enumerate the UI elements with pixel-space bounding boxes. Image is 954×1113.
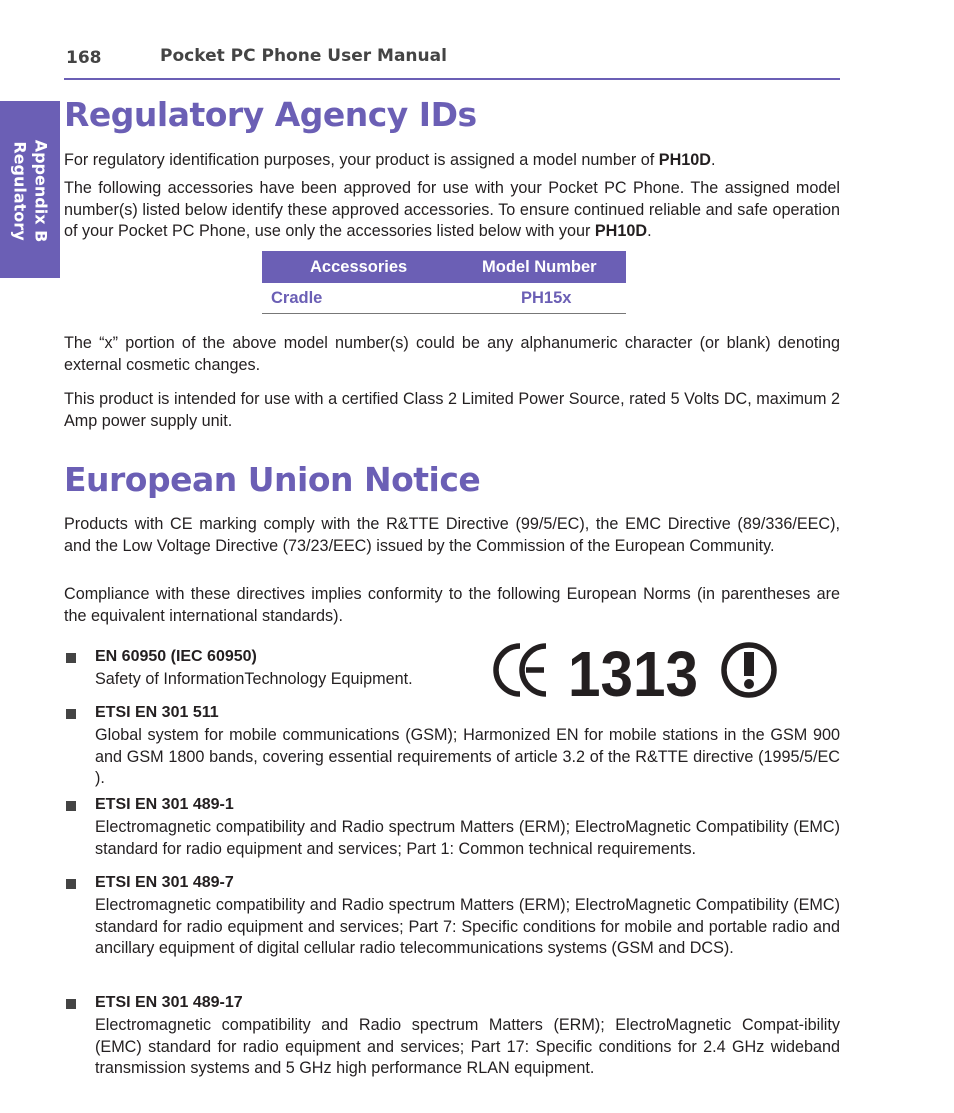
para1-suffix: . (710, 151, 716, 169)
side-tab-line1: Appendix B (31, 139, 51, 243)
page-header (64, 44, 840, 78)
standard-title: ETSI EN 301 489-17 (95, 994, 243, 1011)
table-cell-accessory: Cradle (262, 283, 482, 314)
table-header-row (262, 251, 626, 283)
standard-description: Global system for mobile communications (GSM); Harmonized EN for mobile stations in the GSM 900 and GSM 1800 bands, covering essential requirements of article 3.2 of the R&TTE directive (1995/5/EC ). (95, 726, 840, 787)
para2-model: PH10D (594, 222, 648, 240)
para2-text: The following accessories have been approved for use with your Pocket PC Phone. The assigned model number(s) listed below identify these approved accessories. To ensure continued reliable and safe operation of your Pocket PC Phone, use only the accessories listed below with your (64, 179, 840, 240)
page-number: 168 (66, 48, 102, 68)
regulatory-para-4: This product is intended for use with a certified Class 2 Limited Power Source, rated 5 Volts DC, maximum 2 Amp power supply unit. (64, 390, 840, 430)
section-title-eu-notice: European Union Notice (64, 460, 481, 499)
ce-notified-body-number: 1313 (568, 638, 698, 702)
accessories-table (262, 251, 626, 314)
side-tab-label (1, 103, 61, 280)
regulatory-para-3: The “x” portion of the above model number(s) could be any alphanumeric character (or blank) denoting external cosmetic changes. (64, 334, 840, 374)
manual-title: Pocket PC Phone User Manual (160, 46, 447, 66)
standard-title: ETSI EN 301 511 (95, 704, 219, 721)
standard-description: Safety of InformationTechnology Equipment. (95, 670, 413, 688)
standard-title: ETSI EN 301 489-1 (95, 796, 234, 813)
square-bullet-icon (66, 999, 76, 1009)
square-bullet-icon (66, 801, 76, 811)
regulatory-para-1 (64, 150, 840, 172)
column-header-model-number: Model Number (482, 251, 626, 283)
eu-para-2: Compliance with these directives implies conformity to the following European Norms (in parentheses are the equivalent international standards). (64, 585, 840, 625)
para2-suffix: . (647, 222, 652, 240)
standard-description: Electromagnetic compatibility and Radio spectrum Matters (ERM); ElectroMagnetic Compatibility (EMC) standard for radio equipment and services; Part 7: Specific conditions for mobile and portable radio and ancillary equipment of digital cellular radio telecommunications systems (GSM and DCS). (95, 896, 840, 957)
standard-description: Electromagnetic compatibility and Radio spectrum Matters (ERM); ElectroMagnetic Compatibility (EMC) standard for radio equipment and services; Part 1: Common technical requirements. (95, 818, 840, 858)
standard-title: EN 60950 (IEC 60950) (95, 648, 257, 665)
square-bullet-icon (66, 879, 76, 889)
regulatory-para-2 (64, 178, 840, 243)
square-bullet-icon (66, 709, 76, 719)
side-tab-line2: Regulatory (10, 141, 30, 241)
para1-model: PH10D (658, 151, 711, 169)
standard-description: Electromagnetic compatibility and Radio spectrum Matters (ERM); ElectroMagnetic Compat-ibility (EMC) standard for radio equipment and services; Part 17: Specific conditions for 2.4 GHz wideband transmission systems and 5 GHz high performance RLAN equipment. (95, 1016, 840, 1077)
eu-para-1: Products with CE marking comply with the R&TTE Directive (99/5/EC), the EMC Directive (89/336/EEC), and the Low Voltage Directive (73/23/EEC) issued by the Commission of the European Community. (64, 515, 840, 555)
table-cell-model: PH15x (482, 283, 626, 314)
section-title-regulatory: Regulatory Agency IDs (64, 95, 477, 134)
para1-text: For regulatory identification purposes, your product is assigned a model number of (64, 151, 659, 169)
header-divider (64, 78, 840, 80)
column-header-accessories: Accessories (262, 251, 482, 283)
standard-title: ETSI EN 301 489-7 (95, 874, 234, 891)
appendix-side-tab (0, 101, 60, 278)
square-bullet-icon (66, 653, 76, 663)
table-row (262, 283, 626, 314)
